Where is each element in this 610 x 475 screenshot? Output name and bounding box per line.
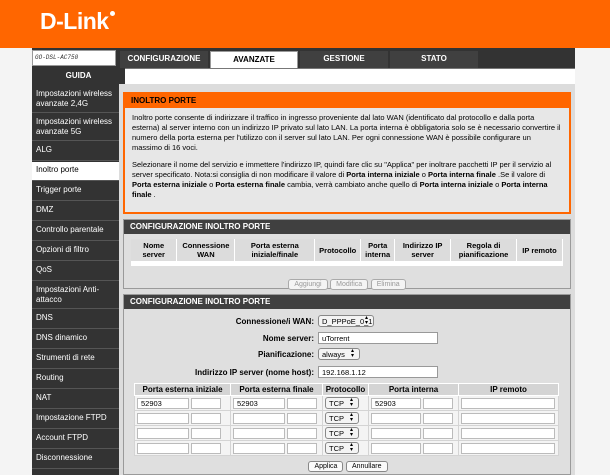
col-porta-esterna: Porta esterna iniziale/finale xyxy=(235,239,315,261)
remote-ip-cell xyxy=(459,426,559,441)
ext-end-input-2[interactable] xyxy=(287,398,317,409)
protocol-select[interactable]: TCP ▴▾ xyxy=(325,427,359,439)
proto-cell xyxy=(323,411,369,426)
ext-end-input[interactable] xyxy=(233,413,285,424)
col-ext-start: Porta esterna iniziale xyxy=(135,384,231,396)
wan-select[interactable]: D_PPPoE_0_1 ▴▾ xyxy=(318,315,374,327)
sidebar-item-dmz[interactable]: DMZ xyxy=(32,202,119,221)
proto-cell xyxy=(323,426,369,441)
intro-panel xyxy=(123,92,571,214)
remote-ip-input[interactable] xyxy=(461,398,555,409)
tab-stato[interactable]: STATO xyxy=(390,51,478,68)
sidebar-item-wireless-5g[interactable]: Impostazioni wireless avanzate 5G xyxy=(32,114,119,141)
remote-ip-cell xyxy=(459,396,559,411)
ext-end-cell xyxy=(231,441,323,456)
intro-paragraph-1: Inoltro porte consente di indirizzare il traffico in ingresso proveniente dal lato WAN (identificato dal protocollo e dalla porta esterna) al server interno con un indirizzo IP privato sul lato LAN. La porta interna è obbligatoria solo se è necessario convertire il numero della porta esterna per l'utilizzo con il server sul lato LAN. Per ogni connessione WAN è possibile configurare un massimo di 16 voci. xyxy=(132,113,561,152)
col-indirizzo-ip: Indirizzo IP server xyxy=(395,239,451,261)
sidebar-item-dns-dinamico[interactable]: DNS dinamico xyxy=(32,330,119,349)
add-button[interactable]: Aggiungi xyxy=(288,279,327,290)
form-buttons xyxy=(124,460,572,472)
internal-cell xyxy=(369,426,459,441)
sidebar-item-strumenti-rete[interactable]: Strumenti di rete xyxy=(32,350,119,369)
sidebar-item-anti-attacco[interactable]: Impostazioni Anti-attacco xyxy=(32,282,119,309)
ext-end-cell xyxy=(231,411,323,426)
internal-cell xyxy=(369,411,459,426)
intro-paragraph-2: Selezionare il nome del servizio e immettere l'indirizzo IP, quindi fare clic su "Applica" per inoltrare pacchetti IP per il servizio al server specificato. Nota:si consiglia di non modificare il valore di Porta interna iniziale o Porta interna finale .Se il valore di Porta esterna iniziale o Porta esterna finale cambia, verrà cambiato anche quello di Porta interna iniziale o Porta interna finale . xyxy=(132,160,552,199)
internal-input-2[interactable] xyxy=(423,398,453,409)
sidebar-item-controllo-parentale[interactable]: Controllo parentale xyxy=(32,222,119,241)
col-ext-end: Porta esterna finale xyxy=(231,384,323,396)
sidebar-item-ftpd-settings[interactable]: Impostazione FTPD xyxy=(32,410,119,429)
ext-start-input-2[interactable] xyxy=(191,398,221,409)
sidebar-item-dns[interactable]: DNS xyxy=(32,310,119,329)
delete-button[interactable]: Elimina xyxy=(371,279,406,290)
ext-end-input[interactable] xyxy=(233,443,285,454)
col-remote-ip: IP remoto xyxy=(459,384,559,396)
rules-table-header xyxy=(131,239,563,261)
apply-button[interactable]: Applica xyxy=(308,461,343,472)
ext-end-input-2[interactable] xyxy=(287,413,317,424)
ext-start-cell xyxy=(135,426,231,441)
sidebar-item-disconnessione[interactable]: Disconnessione xyxy=(32,450,119,469)
remote-ip-input[interactable] xyxy=(461,443,555,454)
col-connessione-wan: Connessione WAN xyxy=(177,239,235,261)
ports-table xyxy=(134,383,559,456)
sidebar xyxy=(32,84,119,475)
cancel-button[interactable]: Annullare xyxy=(346,461,388,472)
ext-start-input[interactable] xyxy=(137,443,189,454)
tab-avanzate[interactable]: AVANZATE xyxy=(210,51,298,68)
schedule-label: Pianificazione: xyxy=(257,350,314,359)
internal-input[interactable]: 52903 xyxy=(371,398,421,409)
internal-input[interactable] xyxy=(371,428,421,439)
rules-table xyxy=(131,239,563,266)
sidebar-item-nat[interactable]: NAT xyxy=(32,390,119,409)
ext-start-input[interactable] xyxy=(137,428,189,439)
ext-end-input-2[interactable] xyxy=(287,428,317,439)
ports-table-header xyxy=(135,384,559,396)
ext-start-input-2[interactable] xyxy=(191,428,221,439)
col-internal: Porta interna xyxy=(369,384,459,396)
remote-ip-cell xyxy=(459,411,559,426)
col-ip-remoto: IP remoto xyxy=(517,239,563,261)
rules-list-title: CONFIGURAZIONE INOLTRO PORTE xyxy=(124,220,570,234)
tab-bar xyxy=(32,48,575,68)
internal-input-2[interactable] xyxy=(423,413,453,424)
schedule-select[interactable]: always ▴▾ xyxy=(318,348,360,360)
sidebar-item-qos[interactable]: QoS xyxy=(32,262,119,281)
table-row xyxy=(131,261,563,266)
col-porta-interna: Porta interna xyxy=(361,239,395,261)
host-input[interactable]: 192.168.1.12 xyxy=(318,366,438,378)
ext-start-cell xyxy=(135,441,231,456)
remote-ip-input[interactable] xyxy=(461,413,555,424)
host-label: Indirizzo IP server (nome host): xyxy=(195,368,314,377)
table-row xyxy=(135,426,559,441)
ext-start-input-2[interactable] xyxy=(191,443,221,454)
sidebar-item-inoltro-porte[interactable]: Inoltro porte xyxy=(32,162,119,181)
sidebar-item-alg[interactable]: ALG xyxy=(32,142,119,161)
ext-start-cell xyxy=(135,396,231,411)
proto-cell xyxy=(323,441,369,456)
list-buttons xyxy=(119,278,575,290)
internal-input[interactable] xyxy=(371,413,421,424)
sidebar-item-ftpd-account[interactable]: Account FTPD xyxy=(32,430,119,449)
sidebar-item-opzioni-filtro[interactable]: Opzioni di filtro xyxy=(32,242,119,261)
protocol-select[interactable]: TCP ▴▾ xyxy=(325,442,359,454)
main-content xyxy=(119,84,575,475)
rule-form-title: CONFIGURAZIONE INOLTRO PORTE xyxy=(124,295,570,309)
wan-label: Connessione/i WAN: xyxy=(235,317,314,326)
col-nome-server: Nome server xyxy=(131,239,177,261)
server-name-input[interactable]: uTorrent xyxy=(318,332,438,344)
model-label: GO-DSL-AC750 xyxy=(32,50,116,66)
ext-end-input-2[interactable] xyxy=(287,443,317,454)
ext-start-cell xyxy=(135,411,231,426)
ext-start-input-2[interactable] xyxy=(191,413,221,424)
dlink-logo: D-Link xyxy=(40,8,115,35)
rule-form-panel xyxy=(123,294,571,475)
col-proto: Protocollo xyxy=(323,384,369,396)
protocol-select[interactable]: TCP ▴▾ xyxy=(325,397,359,409)
ext-end-input[interactable] xyxy=(233,428,285,439)
sidebar-item-routing[interactable]: Routing xyxy=(32,370,119,389)
internal-cell xyxy=(369,396,459,411)
edit-button[interactable]: Modifica xyxy=(330,279,368,290)
remote-ip-cell xyxy=(459,441,559,456)
ext-start-input[interactable] xyxy=(137,413,189,424)
ext-end-cell xyxy=(231,396,323,411)
ext-end-input[interactable]: 52903 xyxy=(233,398,285,409)
ext-end-cell xyxy=(231,426,323,441)
header-bar xyxy=(0,0,610,48)
remote-ip-input[interactable] xyxy=(461,428,555,439)
table-row xyxy=(135,441,559,456)
col-protocollo: Protocollo xyxy=(315,239,361,261)
intro-text xyxy=(125,108,569,212)
ext-start-input[interactable]: 52903 xyxy=(137,398,189,409)
internal-input[interactable] xyxy=(371,443,421,454)
sidebar-item-trigger-porte[interactable]: Trigger porte xyxy=(32,182,119,201)
tab-gestione[interactable]: GESTIONE xyxy=(300,51,388,68)
internal-input-2[interactable] xyxy=(423,443,453,454)
col-regola-pianificazione: Regola di pianificazione xyxy=(451,239,517,261)
guida-link[interactable]: GUIDA xyxy=(32,68,125,84)
internal-input-2[interactable] xyxy=(423,428,453,439)
table-row xyxy=(135,396,559,411)
tab-configurazione[interactable]: CONFIGURAZIONE xyxy=(120,51,208,68)
internal-cell xyxy=(369,441,459,456)
table-row xyxy=(135,411,559,426)
protocol-select[interactable]: TCP ▴▾ xyxy=(325,412,359,424)
proto-cell xyxy=(323,396,369,411)
intro-title: INOLTRO PORTE xyxy=(125,94,569,108)
server-name-label: Nome server: xyxy=(262,334,314,343)
sidebar-item-wireless-24g[interactable]: Impostazioni wireless avanzate 2,4G xyxy=(32,86,119,113)
guida-bar xyxy=(125,68,575,84)
